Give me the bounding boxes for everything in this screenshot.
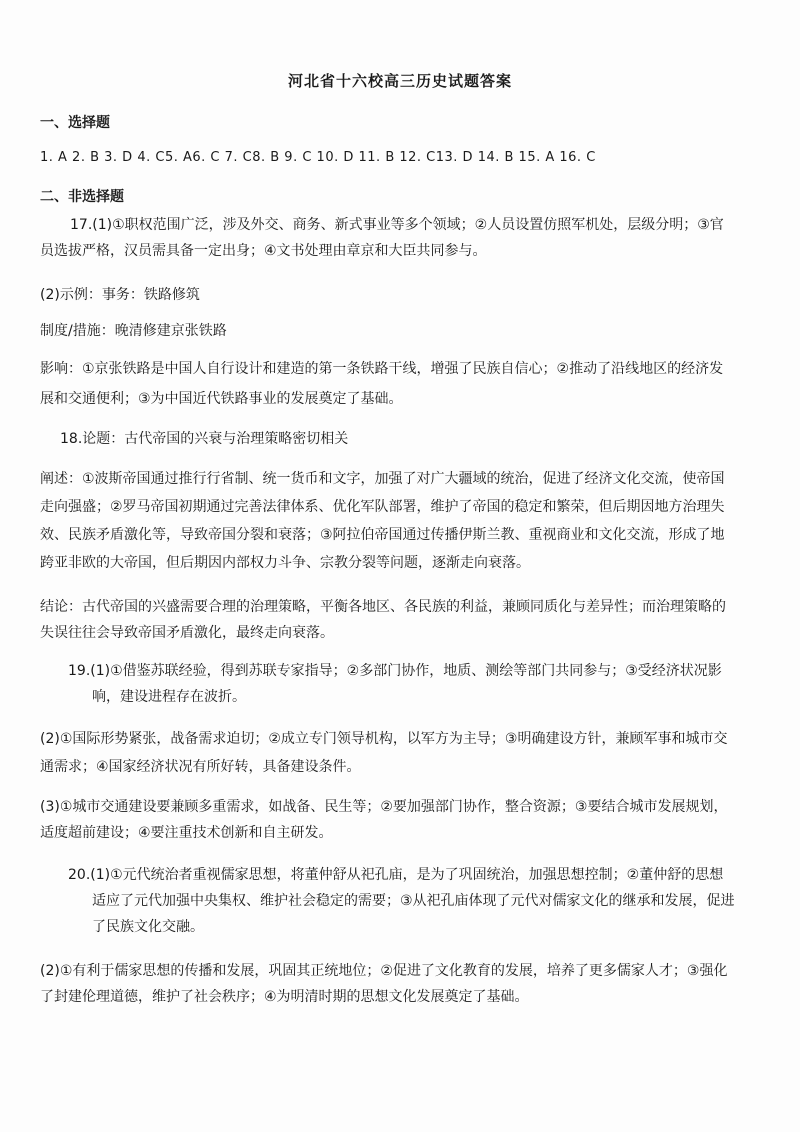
q19-part2-line2: 通需求；④国家经济状况有所好转，具备建设条件。 — [40, 759, 361, 775]
q19-part3-line1: (3)①城市交通建设要兼顾多重需求，如战备、民生等；②要加强部门协作，整合资源；③要结合城市发展规划， — [40, 799, 728, 815]
q18-topic: 18.论题：古代帝国的兴衰与治理策略密切相关 — [60, 431, 349, 447]
section-heading-nonchoice: 二、非选择题 — [40, 189, 124, 205]
q17-part2-example: (2)示例：事务：铁路修筑 — [40, 287, 200, 303]
q20-part1-line2: 适应了元代加强中央集权、维护社会稳定的需要；③从祀孔庙体现了元代对儒家文化的继承和发展，促进 — [92, 893, 735, 909]
q20-part2-line2: 了封建伦理道德，维护了社会秩序；④为明清时期的思想文化发展奠定了基础。 — [40, 989, 529, 1005]
choice-answers: 1. A 2. B 3. D 4. C5. A6. C 7. C8. B 9. C 10. D 11. B 12. C13. D 14. B 15. A 16. C — [40, 150, 596, 165]
q17-part1-line1: 17.(1)①职权范围广泛，涉及外交、商务、新式事业等多个领域；②人员设置仿照军机处，层级分明；③官 — [70, 217, 724, 233]
q18-exposition-line4: 跨亚非欧的大帝国，但后期因内部权力斗争、宗教分裂等问题，逐渐走向衰落。 — [40, 555, 530, 571]
q19-part1-line2: 响，建设进程存在波折。 — [92, 689, 246, 705]
q18-conclusion-line1: 结论：古代帝国的兴盛需要合理的治理策略，平衡各地区、各民族的利益，兼顾同质化与差异性；而治理策略的 — [40, 599, 726, 615]
q19-part1-line1: 19.(1)①借鉴苏联经验，得到苏联专家指导；②多部门协作，地质、测绘等部门共同参与；③受经济状况影 — [68, 663, 722, 679]
q20-part1-line1: 20.(1)①元代统治者重视儒家思想，将董仲舒从祀孔庙，是为了巩固统治，加强思想控制；②董仲舒的思想 — [68, 867, 724, 883]
q17-part2-measure: 制度/措施：晚清修建京张铁路 — [40, 323, 227, 339]
q19-part2-line1: (2)①国际形势紧张，战备需求迫切；②成立专门领导机构，以军方为主导；③明确建设方针，兼顾军事和城市交 — [40, 731, 728, 747]
q17-part2-impact-line2: 展和交通便利；③为中国近代铁路事业的发展奠定了基础。 — [40, 391, 403, 407]
q18-exposition-line2: 走向强盛；②罗马帝国初期通过完善法律体系、优化军队部署，维护了帝国的稳定和繁荣，但后期因地方治理失 — [40, 499, 725, 515]
q20-part1-line3: 了民族文化交融。 — [92, 919, 204, 935]
page-title: 河北省十六校高三历史试题答案 — [287, 72, 512, 90]
q18-exposition-line3: 效、民族矛盾激化等，导致帝国分裂和衰落；③阿拉伯帝国通过传播伊斯兰教、重视商业和文化交流，形成了地 — [40, 527, 725, 543]
q19-part3-line2: 适度超前建设；④要注重技术创新和自主研发。 — [40, 825, 333, 841]
q18-conclusion-line2: 失误往往会导致帝国矛盾激化，最终走向衰落。 — [40, 625, 334, 641]
q18-exposition-line1: 阐述：①波斯帝国通过推行行省制、统一货币和文字，加强了对广大疆域的统治，促进了经济文化交流，使帝国 — [40, 471, 725, 487]
q17-part2-impact-line1: 影响：①京张铁路是中国人自行设计和建造的第一条铁路干线，增强了民族自信心；②推动了沿线地区的经济发 — [40, 361, 724, 377]
q20-part2-line1: (2)①有利于儒家思想的传播和发展，巩固其正统地位；②促进了文化教育的发展，培养了更多儒家人才；③强化 — [40, 963, 728, 979]
section-heading-choice: 一、选择题 — [40, 115, 110, 131]
q17-part1-line2: 员选拔严格，汉员需具备一定出身；④文书处理由章京和大臣共同参与。 — [40, 243, 487, 259]
